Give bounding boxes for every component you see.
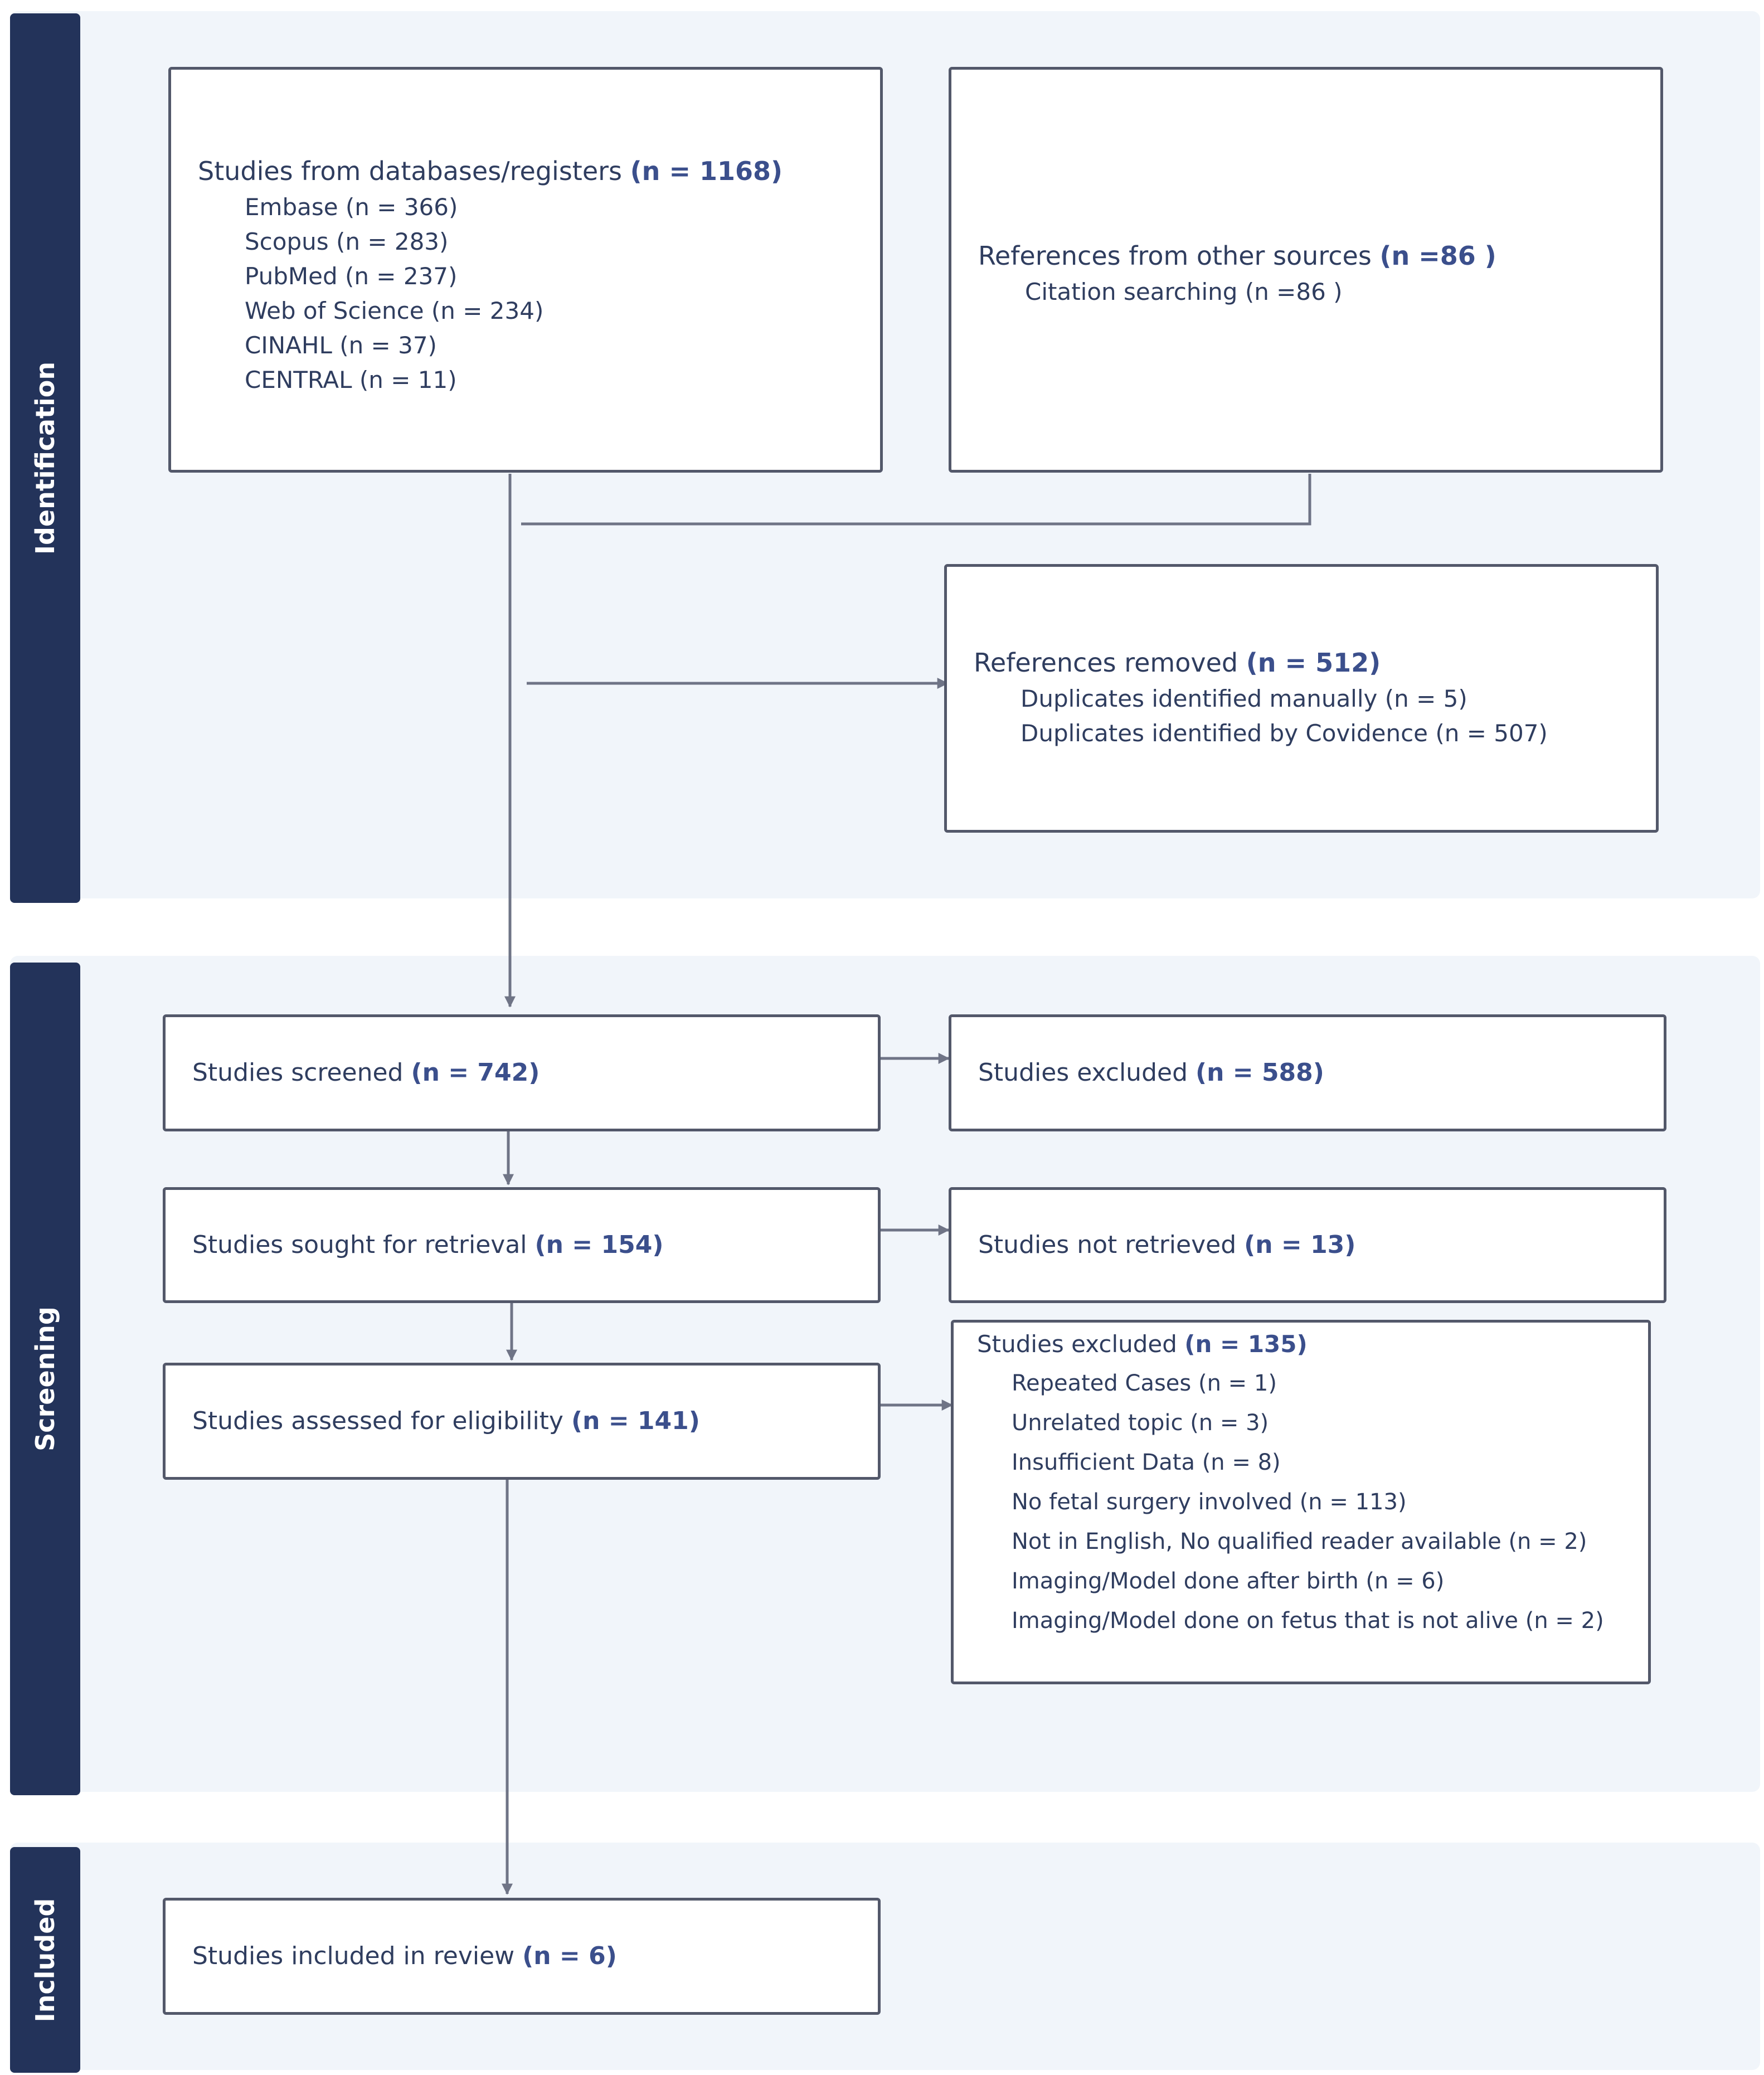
exclusion-reason: Unrelated topic (n = 3) [1012,1410,1269,1436]
identification-label: Identification [10,13,80,903]
studies-excluded-box [949,1014,1666,1131]
excluded-count: (n = 588) [1196,1058,1324,1087]
removed-item: Duplicates identified by Covidence (n = 507) [1021,720,1548,747]
not-retrieved-label: Studies not retrieved [978,1231,1237,1259]
exclusion-reason: Insufficient Data (n = 8) [1012,1450,1281,1475]
other-sources-label: References from other sources [978,241,1372,271]
references-removed-box [944,564,1659,833]
removed-item: Duplicates identified manually (n = 5) [1021,685,1467,712]
assessed-count: (n = 141) [571,1407,700,1435]
other-sources-box [949,67,1663,473]
other-sources-title [978,237,1647,275]
exclusion-reason: Not in English, No qualified reader available (n = 2) [1012,1529,1587,1554]
databases-label: Studies from databases/registers [198,156,623,186]
exclusion-reason: No fetal surgery involved (n = 113) [1012,1489,1407,1515]
database-item: CINAHL (n = 37) [245,332,437,359]
included-review-label: Studies included in review [192,1942,515,1970]
exclusion-reason: Imaging/Model done after birth (n = 6) [1012,1568,1445,1594]
removed-count: (n = 512) [1246,648,1381,678]
exclusion-reason: Repeated Cases (n = 1) [1012,1371,1277,1396]
exclusion-reason: Imaging/Model done on fetus that is not alive (n = 2) [1012,1608,1604,1634]
studies-sought-box [163,1187,881,1303]
sought-label: Studies sought for retrieval [192,1231,527,1259]
screened-label: Studies screened [192,1058,404,1087]
screening-label: Screening [10,963,80,1795]
database-item: PubMed (n = 237) [245,263,458,290]
assessed-label: Studies assessed for eligibility [192,1407,563,1435]
connector-other-sources [521,474,1310,524]
studies-not-retrieved-box [949,1187,1666,1303]
included-label: Included [10,1847,80,2073]
not-retrieved-count: (n = 13) [1244,1231,1356,1259]
studies-screened-box [163,1014,881,1131]
excluded-reasons-label: Studies excluded [977,1330,1177,1358]
removed-label: References removed [974,648,1238,678]
studies-excluded-reasons-box [951,1320,1651,1684]
database-item: Web of Science (n = 234) [245,297,544,324]
screened-count: (n = 742) [411,1058,540,1087]
excluded-reasons-title [977,1325,1635,1364]
database-item: Embase (n = 366) [245,193,458,221]
excluded-label: Studies excluded [978,1058,1188,1087]
sought-count: (n = 154) [534,1231,664,1259]
databases-box [168,67,883,473]
databases-count: (n = 1168) [630,156,783,186]
other-source-item: Citation searching (n =86 ) [1025,278,1343,305]
database-item: CENTRAL (n = 11) [245,366,457,393]
studies-included-box [163,1898,881,2015]
excluded-reasons-count: (n = 135) [1184,1330,1308,1358]
studies-assessed-box [163,1363,881,1480]
databases-title [198,152,867,190]
other-sources-count: (n =86 ) [1379,241,1496,271]
database-item: Scopus (n = 283) [245,228,449,255]
removed-title [974,644,1642,682]
included-review-count: (n = 6) [522,1942,617,1970]
